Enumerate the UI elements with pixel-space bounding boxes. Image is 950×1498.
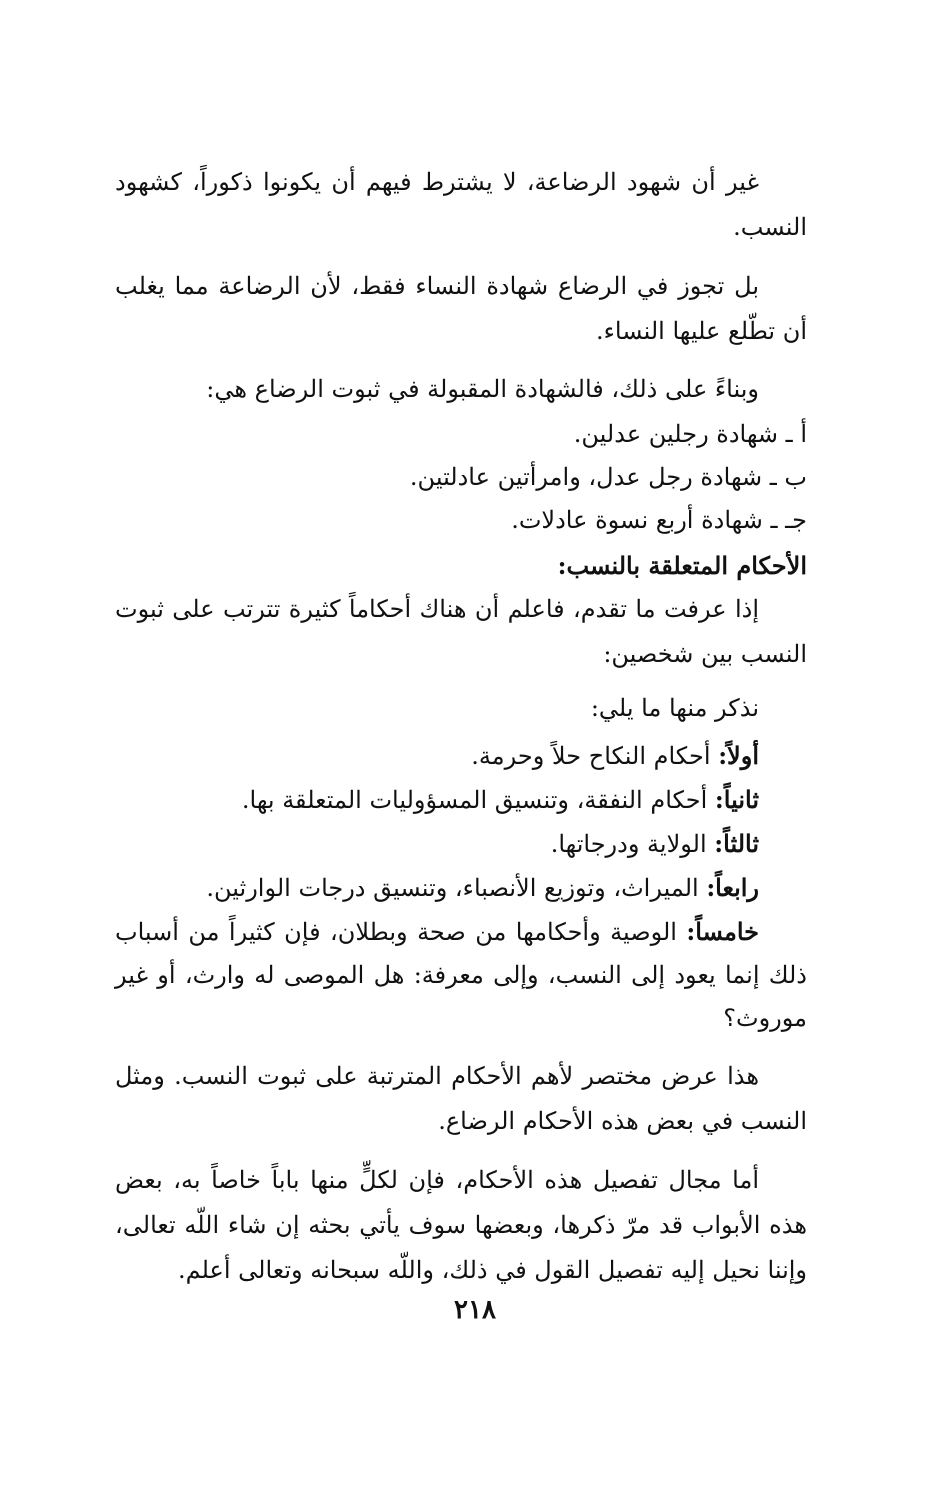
paragraph-list-intro: نذكر منها ما يلي: [590, 694, 759, 722]
list-item [115, 866, 807, 910]
list-item-label: رابعاً: [706, 873, 759, 902]
list-item: جـ ـ شهادة أربع نسوة عادلات. [511, 506, 807, 534]
list-item: ب ـ شهادة رجل عدل، وامرأتين عادلتين. [409, 463, 807, 491]
list-item-label: ثالثاً: [714, 829, 759, 858]
list-item-text: الميراث، وتوزيع الأنصباء، وتنسيق درجات الوارثين. [206, 874, 707, 902]
list-item-text: الولاية ودرجاتها. [550, 830, 715, 858]
paragraph-intro: إذا عرفت ما تقدم، فاعلم أن هناك أحكاماً كثيرة تترتب على ثبوت النسب بين شخصين: [115, 595, 807, 668]
list-item [115, 822, 807, 866]
list-item-text: أحكام النكاح حلاً وحرمة. [471, 742, 719, 770]
list-item-text: أحكام النفقة، وتنسيق المسؤوليات المتعلقة بها. [241, 786, 715, 814]
rulings-list [115, 734, 807, 1040]
list-item-text: الوصية وأحكامها من صحة وبطلان، فإن كثيراً من أسباب ذلك إنما يعود إلى النسب، وإلى معرفة: هل الموصى له وارث، أو غير موروث؟ [115, 918, 807, 1032]
paragraph-summary: هذا عرض مختصر لأهم الأحكام المترتبة على ثبوت النسب. ومثل النسب في بعض هذه الأحكام الرضاع. [115, 1062, 807, 1135]
section-heading: الأحكام المتعلقة بالنسب: [557, 551, 807, 580]
list-item [115, 778, 807, 822]
page-body [115, 160, 807, 1307]
list-item: أ ـ شهادة رجلين عدلين. [573, 420, 807, 448]
paragraph-women-testimony: بل تجوز في الرضاع شهادة النساء فقط، لأن الرضاعة مما يغلب أن تطّلع عليها النساء. [115, 272, 807, 345]
paragraph-conclusion: أما مجال تفصيل هذه الأحكام، فإن لكلٍّ منها باباً خاصاً به، بعض هذه الأبواب قد مرّ ذكرها، وبعضها سوف يأتي بحثه إن شاء اللّه تعالى، وإننا نحيل إليه تفصيل القول في ذلك، واللّه سبحانه وتعالى أعلم. [115, 1166, 807, 1284]
list-item-label: خامساً: [686, 917, 759, 946]
list-item-label: أولاً: [718, 741, 759, 770]
list-item-label: ثانياً: [714, 785, 759, 814]
page-number: ٢١٨ [454, 1295, 496, 1325]
paragraph-witness-gender: غير أن شهود الرضاعة، لا يشترط فيهم أن يكونوا ذكوراً، كشهود النسب. [115, 168, 807, 241]
paragraph-accepted-testimony: وبناءً على ذلك، فالشهادة المقبولة في ثبوت الرضاع هي: [206, 375, 759, 403]
list-item [115, 734, 807, 778]
list-item [115, 910, 807, 1040]
witness-list [115, 413, 807, 542]
